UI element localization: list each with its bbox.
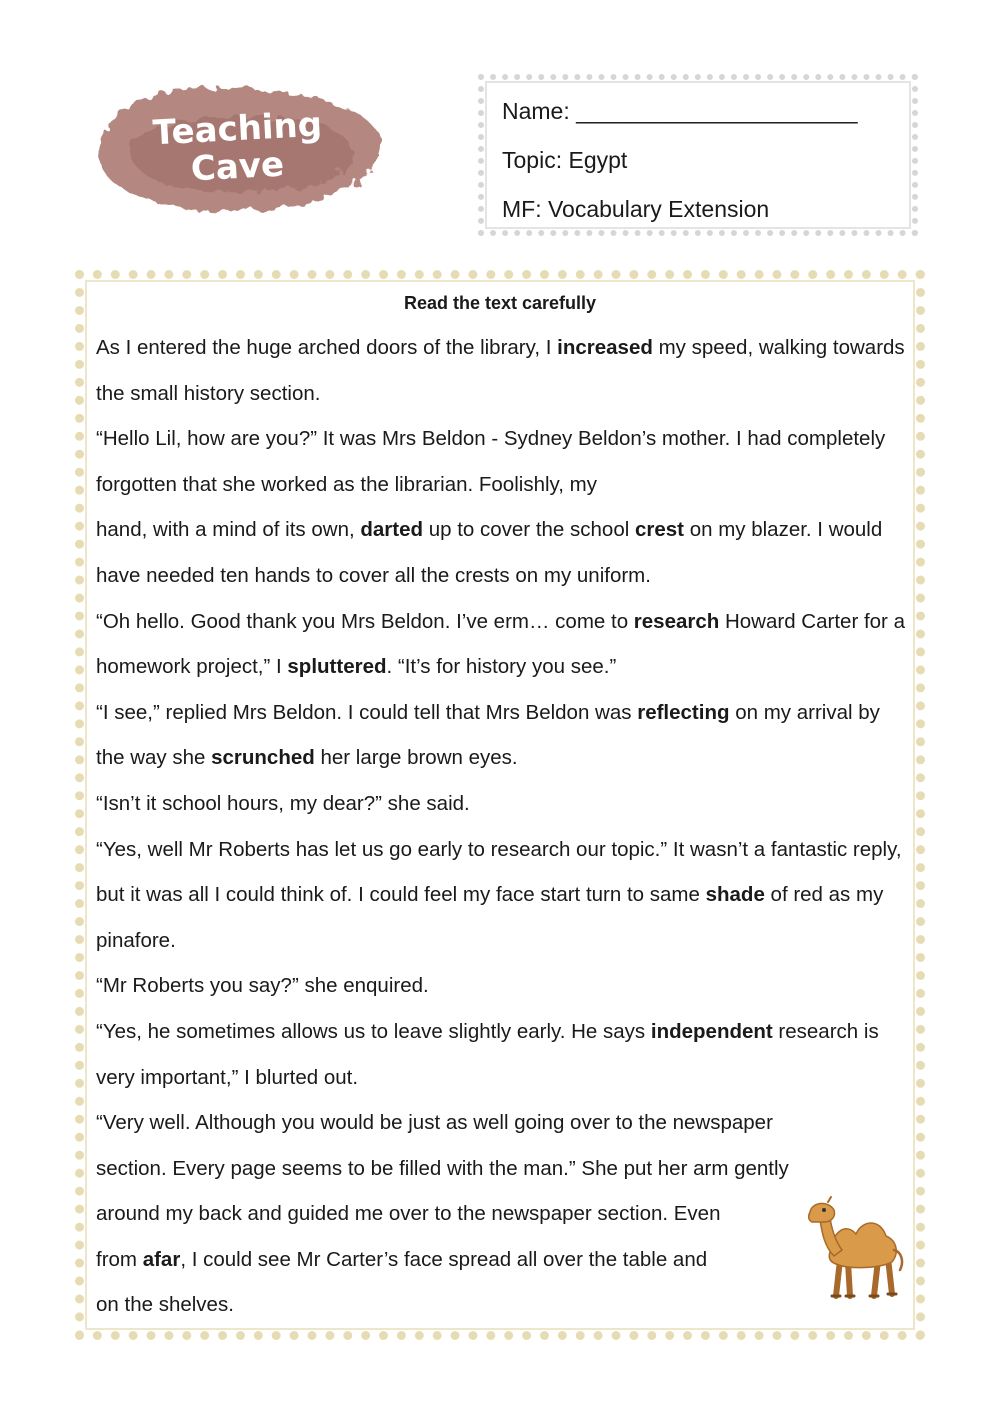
- vocab-word: spluttered: [287, 655, 387, 679]
- vocab-word: increased: [557, 336, 653, 359]
- vocab-word: reflecting: [637, 700, 730, 724]
- paragraph-6: “Yes, well Mr Roberts has let us go early to research our topic.” It wasn’t a fantastic reply, but it was all I could think of. I could feel my face start turn to same shade of red as my pinafore.: [96, 837, 902, 952]
- vocab-word: darted: [360, 518, 424, 542]
- header-info-box: [478, 74, 918, 236]
- passage-title: Read the text carefully: [403, 293, 597, 313]
- teaching-cave-logo: [88, 72, 388, 222]
- mf-label: MF: Vocabulary Extension: [502, 196, 770, 222]
- logo-line-2: Cave: [189, 144, 285, 190]
- teaching-cave-logo-icon: [88, 72, 388, 222]
- paragraph-7: “Mr Roberts you say?” she enquired.: [96, 974, 429, 998]
- vocab-word: scrunched: [211, 746, 315, 770]
- paragraph-3: “Oh hello. Good thank you Mrs Beldon. I’ve erm… come to research Howard Carter for a homework project,” I spluttered. “It’s for history you see.”: [96, 609, 905, 679]
- paragraph-4: “I see,” replied Mrs Beldon. I could tell that Mrs Beldon was reflecting on my arrival by the way she scrunched her large brown eyes.: [96, 700, 880, 770]
- camel-illustration: [800, 1192, 912, 1304]
- paragraph-5: “Isn’t it school hours, my dear?” she said.: [96, 791, 470, 815]
- paragraph-1: As I entered the huge arched doors of the library, I increased my speed, walking towards the small history section.: [96, 336, 905, 405]
- vocab-word: crest: [634, 518, 684, 542]
- vocab-word: afar: [142, 1247, 181, 1271]
- topic-label: Topic: Egypt: [502, 147, 628, 173]
- passage-box: [75, 270, 925, 1340]
- camel-icon: [800, 1192, 912, 1304]
- paragraph-9: “Very well. Although you would be just as well going over to the newspaper section. Every page seems to be filled with the man.” She put her arm gently around my back and guided me over to the newspaper section. Even from afar, I could see Mr Carter’s face spread all over the table and on the shelves.: [96, 1111, 789, 1317]
- passage-text: [96, 325, 911, 1328]
- paragraph-2: “Hello Lil, how are you?” It was Mrs Beldon - Sydney Beldon’s mother. I had completely forgotten that she worked as the librarian. Foolishly, my hand, with a mind of its own, darted up to cover the school crest on my blazer. I would have needed ten hands to cover all the crests on my uniform.: [96, 427, 886, 587]
- logo-line-1: Teaching: [151, 104, 323, 154]
- vocab-word: research: [633, 609, 720, 633]
- vocab-word: independent: [650, 1019, 773, 1043]
- name-field[interactable]: Name: ______________________: [502, 98, 858, 124]
- paragraph-8: “Yes, he sometimes allows us to leave slightly early. He says independent research is very important,” I blurted out.: [96, 1019, 879, 1089]
- vocab-word: shade: [705, 883, 765, 907]
